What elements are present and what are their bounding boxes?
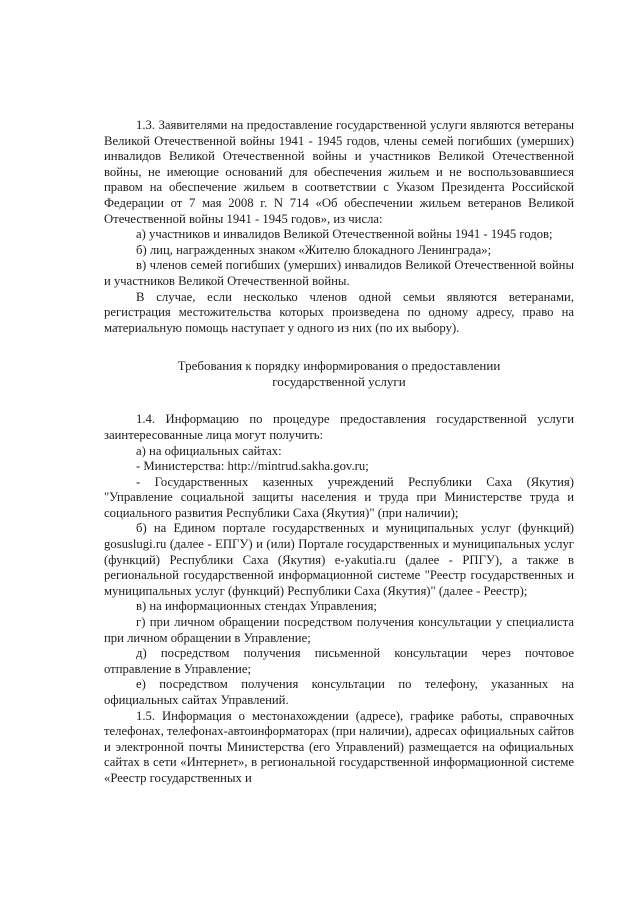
section-heading-line-1: Требования к порядку информирования о предоставлении [177,358,501,374]
section-heading-line-2: государственной услуги [272,374,406,390]
paragraph-1-5-intro: 1.5. Информация о местонахождении (адресе), графике работы, справочных телефонах, телефонах-автоинформаторах (при наличии), адресах официальных сайтов и электронной почты Министерства (его Управлений) размещается на официальных сайтах в сети «Интернет», в региональной государственной информационной системе «Реестр государственных и [104,708,574,785]
paragraph-1-4-institutions: - Государственных казенных учреждений Республики Саха (Якутия) "Управление социальной защиты населения и труда при Министерстве труда и социального развития Республики Саха (Якутия)" (при наличии); [104,474,574,520]
paragraph-1-4-ministry: - Министерства: http://mintrud.sakha.gov.ru; [136,459,369,474]
paragraph-1-3-item-v: в) членов семей погибших (умерших) инвалидов Великой Отечественной войны и участников Великой Отечественной войны. [104,258,574,288]
paragraph-1-3-item-a: а) участников и инвалидов Великой Отечественной войны 1941 - 1945 годов; [136,227,553,242]
paragraph-1-4-item-v: в) на информационных стендах Управления; [136,599,377,614]
paragraph-1-4-item-e: е) посредством получения консультации по телефону, указанных на официальных сайтах Управлений. [104,677,574,707]
section-heading [104,358,574,390]
paragraph-1-4-item-d: д) посредством получения письменной консультации через почтовое отправление в Управление; [104,646,574,676]
document-page [104,118,574,787]
paragraph-1-4-item-b: б) на Едином портале государственных и муниципальных услуг (функций) gosuslugi.ru (далее - ЕПГУ) и (или) Портале государственных и муниципальных услуг (функций) Республики Саха (Якутия) e-yakutia.ru (далее - РПГУ), а также в региональной государственной информационной системе "Реестр государственных и муниципальных услуг (функций) Республики Саха (Якутия)" (далее - Реестр); [104,521,574,598]
paragraph-1-3-item-b: б) лиц, награжденных знаком «Жителю блокадного Ленинграда»; [136,242,492,257]
paragraph-1-3-note: В случае, если несколько членов одной семьи являются ветеранами, регистрация местожительства которых произведена по одному адресу, право на материальную помощь наступает у одного из них (по их выбору). [104,289,574,335]
paragraph-1-4-item-g: г) при личном обращении посредством получения консультации у специалиста при личном обращении в Управление; [104,615,574,645]
paragraph-1-4-item-a: а) на официальных сайтах: [136,443,282,458]
paragraph-1-4-intro: 1.4. Информацию по процедуре предоставления государственной услуги заинтересованные лица могут получить: [104,412,574,442]
paragraph-1-3-intro: 1.3. Заявителями на предоставление государственной услуги являются ветераны Великой Отечественной войны 1941 - 1945 годов, члены семей погибших (умерших) инвалидов Великой Отечественной войны и участников Великой Отечественной войны, не имеющие оснований для обеспечения жильем и не воспользовавшиеся правом на обеспечение жильем в соответствии с Указом Президента Российской Федерации от 7 мая 2008 г. N 714 «Об обеспечении жильем ветеранов Великой Отечественной войны 1941 - 1945 годов», из числа: [104,118,574,226]
